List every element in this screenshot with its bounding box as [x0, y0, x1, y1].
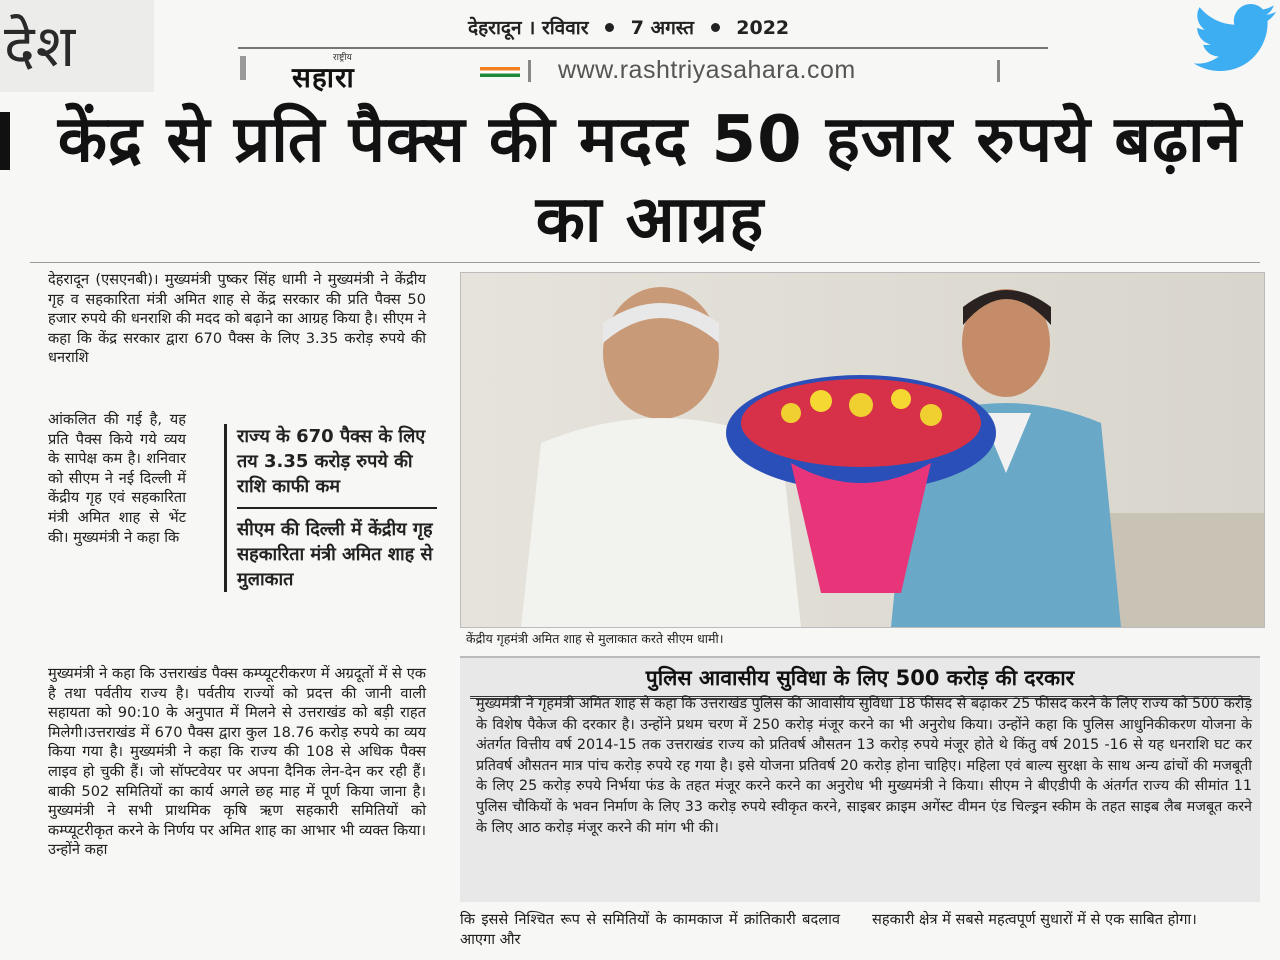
news-photo — [460, 272, 1265, 628]
dateline-year: 2022 — [736, 17, 790, 39]
pull-quote-box — [224, 424, 437, 592]
dateline — [468, 14, 789, 40]
headline-rule — [30, 262, 1260, 263]
dateline-city: देहरादून — [468, 17, 522, 39]
logo-separator — [528, 60, 531, 82]
photo-caption: केंद्रीय गृहमंत्री अमित शाह से मुलाकात करते सीएम धामी। — [466, 631, 724, 646]
pull-quote-1: राज्य के 670 पैक्स के लिए तय 3.35 करोड़ रुपये की राशि काफी कम — [237, 426, 426, 497]
substory-text: मुख्यमंत्री ने गृहमंत्री अमित शाह से कहा कि उत्तराखंड पुलिस की आवासीय सुविधा 18 फीसद से बढ़ाकर 25 फीसद करने के लिए राज्य को 500 करोड़ के विशेष पैकेज की दरकार है। उन्होंने प्रथम चरण में 250 करोड़ मंजूर करने का भी अनुरोध किया। उन्होंने कहा कि पुलिस आधुनिकीकरण योजना के अंतर्गत वित्तीय वर्ष 2014-15 तक उत्तराखंड राज्य को प्रतिवर्ष औसतन 13 करोड़ रुपये मंजूर होते थे किंतु वर्ष 2015 -16 से यह धनराशि घट कर प्रतिवर्ष औसतन मात्र पांच करोड़ रुपये रह गया है। इसे योजना प्रतिवर्ष 20 करोड़ होना चाहिए। महिला एवं बाल्य सुरक्षा के साथ अन्य ढांचों की मजबूती के लिए 25 करोड़ रुपये निर्भया फंड के तहत मंजूर करने करने का अनुरोध भी मुख्यमंत्री ने किया। सीएम ने बीएडीपी के अंतर्गत राज्य की सीमांत 11 पुलिस चौकियों के भवन निर्माण के लिए 33 करोड़ रुपये स्वीकृत करने, साइबर क्राइम अगेंस्ट वीमन एंड चिल्ड्रन स्कीम के तहत साइब लैब मजबूत करने के लिए आठ करोड़ मंजूर करने की मांग भी की। — [476, 696, 1252, 836]
article-headline: केंद्र से प्रति पैक्स की मदद 50 हजार रुपये बढ़ाने का आग्रह — [57, 103, 1243, 257]
logo-subtitle: राष्ट्रीय — [333, 53, 352, 63]
article-paragraph-1: देहरादून (एसएनबी)। मुख्यमंत्री पुष्कर सिंह धामी ने मुख्यमंत्री ने केंद्रीय गृह व सहकारिता मंत्री अमित शाह से केंद्र सरकार की प्रति पैक्स 50 हजार रुपये की धनराशि की मदद को बढ़ाने का आग्रह किया है। सीएम ने कहा कि केंद्र सरकार द्वारा 670 पैक्स के लिए 3.35 करोड़ रुपये की धनराशि — [48, 271, 426, 367]
masthead-rule — [238, 47, 1048, 49]
url-separator — [997, 60, 1000, 82]
twitter-bird-icon — [1192, 0, 1280, 92]
newspaper-logo: सहारा — [292, 61, 355, 94]
article-paragraph-3: मुख्यमंत्री ने कहा कि उत्तराखंड पैक्स कम्प्यूटरीकरण में अग्रदूतों में से एक है तथा पर्वतीय राज्य है। पर्वतीय राज्यों को प्रदत्त की जानी वाली सहायता को 90:10 के अनुपात में मिलने से उत्तराखंड को बड़ी राहत मिलेगी।उत्तराखंड में 670 पैक्स द्वारा कुल 18.76 करोड़ रुपये का व्यय किया गया है। मुख्यमंत्री ने कहा कि राज्य की 108 से अधिक पैक्स लाइव हो चुकी हैं। जो सॉफ्टवेयर पर अपना दैनिक लेन-देन कर रही हैं। बाकी 502 समितियों का कार्य अगले छह माह में पूर्ण किया जाना है। मुख्यमंत्री ने सभी प्राथमिक कृषि ऋण सहकारी समितियों को कम्प्यूटरीकृत करने के निर्णय पर अमित शाह का आभार भी व्यक्त किया। उन्होंने कहा — [48, 665, 426, 859]
substory-headline: पुलिस आवासीय सुविधा के लिए 500 करोड़ की दरकार — [470, 664, 1250, 699]
bullet-icon — [711, 23, 720, 32]
article-paragraph-2: आंकलित की गई है, यह प्रति पैक्स किये गये व्यय के सापेक्ष कम है। शनिवार को सीएम ने नई दिल्ली में केंद्रीय गृह एवं सहकारिता मंत्री अमित शाह से भेंट की। मुख्यमंत्री ने कहा कि — [48, 411, 186, 546]
logo-divider — [240, 56, 246, 80]
dateline-day: रविवार — [541, 17, 589, 39]
headline-marker — [0, 112, 10, 170]
website-url: www.rashtriyasahara.com — [558, 56, 856, 84]
pull-quote-divider — [237, 507, 437, 509]
bullet-icon — [605, 23, 614, 32]
tricolor-flag-icon — [480, 67, 520, 77]
dateline-date: 7 अगस्त — [630, 17, 695, 39]
article-continuation-1: कि इससे निश्चित रूप से समितियों के कामकाज में क्रांतिकारी बदलाव आएगा और — [460, 911, 840, 948]
photo-illustration — [461, 273, 1264, 627]
pull-quote-2: सीएम की दिल्ली में केंद्रीय गृह सहकारिता मंत्री अमित शाह से मुलाकात — [237, 519, 433, 590]
dateline-sep: । — [528, 17, 536, 39]
article-continuation-2: सहकारी क्षेत्र में सबसे महत्वपूर्ण सुधारों में से एक साबित होगा। — [872, 911, 1197, 928]
section-label: देश — [0, 0, 154, 92]
